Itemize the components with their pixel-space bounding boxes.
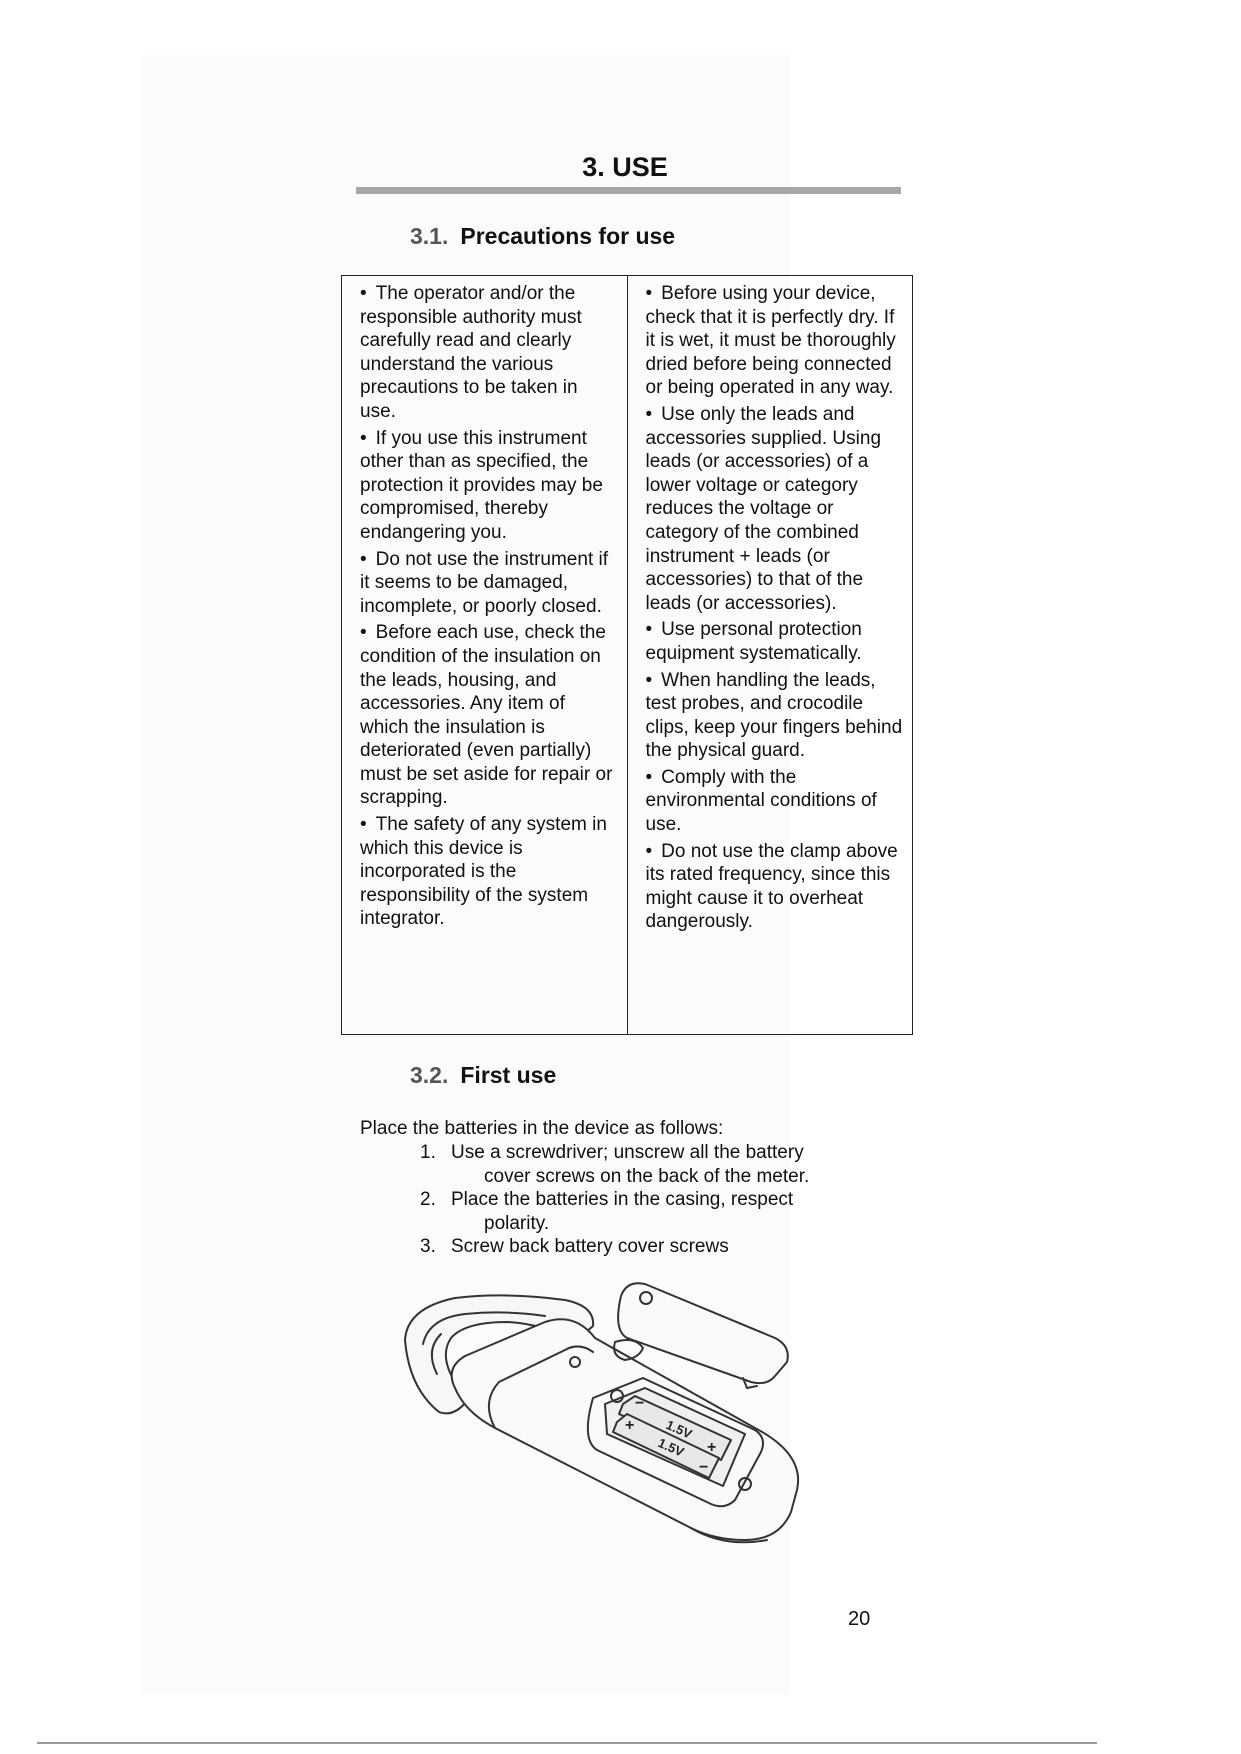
section-title: First use — [460, 1062, 557, 1088]
precautions-table — [341, 275, 913, 1035]
precaution-item: • The operator and/or the responsible authority must carefully read and clearly understand the various precautions to be taken in use. — [360, 283, 582, 422]
precaution-item: • When handling the leads, test probes, and crocodile clips, keep your fingers behind the physical guard. — [645, 669, 903, 762]
first-use-intro: Place the batteries in the device as follows: — [360, 1118, 724, 1139]
battery-minus-sign: − — [635, 1395, 645, 1412]
battery-plus-sign: + — [625, 1417, 635, 1434]
list-item: 3. Screw back battery cover screws — [420, 1236, 729, 1257]
precaution-item: • Comply with the environmental conditions of use. — [645, 766, 877, 836]
clamp-meter-battery-illustration — [395, 1278, 865, 1568]
precautions-right-column — [627, 276, 913, 1035]
precaution-item: • Do not use the instrument if it seems to be damaged, incomplete, or poorly closed. — [360, 548, 608, 617]
battery-minus-sign: − — [699, 1459, 709, 1476]
precaution-item: • The safety of any system in which this device is incorporated is the responsibility of the system integrator. — [360, 814, 607, 930]
section-heading-first-use — [410, 1062, 556, 1089]
battery-plus-sign: + — [707, 1439, 717, 1456]
footer-rule — [37, 1742, 1097, 1744]
precaution-item: • Before each use, check the condition of the insulation on the leads, housing, and accessories. Any item of which the insulation is deteriorated (even partially) must be set aside for repair or scrapping. — [360, 622, 613, 809]
battery-voltage-label: 1.5V — [663, 1417, 695, 1442]
section-heading-precautions — [410, 223, 675, 250]
section-title: Precautions for use — [460, 223, 676, 249]
list-item: 2. Place the batteries in the casing, respect polarity. — [420, 1189, 794, 1234]
section-number: 3.2. — [410, 1062, 449, 1088]
precautions-left-column — [342, 276, 628, 1035]
precaution-item: • Do not use the clamp above its rated frequency, since this might cause it to overheat dangerously. — [645, 840, 898, 933]
title-underline — [356, 187, 901, 194]
precaution-item: • Use only the leads and accessories supplied. Using leads (or accessories) of a lower voltage or category reduces the voltage or category of the combined instrument + leads (or accessories) to that of the leads (or accessories). — [645, 403, 882, 614]
precaution-item: • Before using your device, check that it is perfectly dry. If it is wet, it must be thoroughly dried before being connected or being operated in any way. — [645, 283, 896, 399]
precaution-item: • Use personal protection equipment systematically. — [645, 619, 862, 664]
list-item: 1. Use a screwdriver; unscrew all the battery cover screws on the back of the meter. — [420, 1142, 810, 1187]
page-number: 20 — [848, 1608, 871, 1630]
section-number: 3.1. — [410, 223, 449, 249]
battery-steps-list — [420, 1141, 860, 1259]
page-title: 3. USE — [582, 152, 668, 182]
precaution-item: • If you use this instrument other than as specified, the protection it provides may be compromised, thereby endangering you. — [360, 427, 603, 543]
battery-voltage-label: 1.5V — [655, 1435, 687, 1460]
